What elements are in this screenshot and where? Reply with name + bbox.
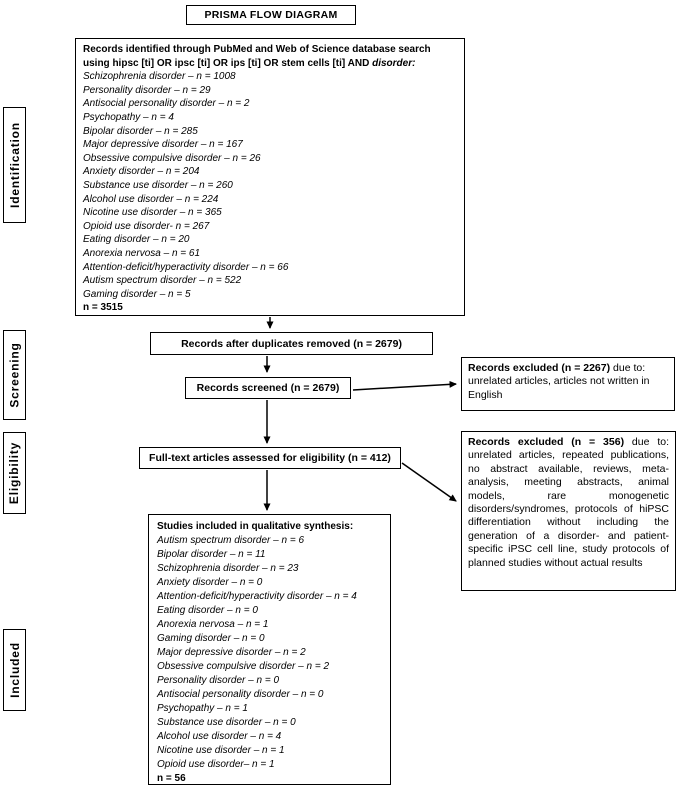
stage-label-screening [3,330,26,420]
records-identified-total: n = 3515 [83,302,123,314]
included-disorder-count-item: Schizophrenia disorder – n = 23 [157,563,299,574]
disorder-count-item: Personality disorder – n = 29 [83,84,211,96]
disorder-count-item: Alcohol use disorder – n = 224 [83,193,219,205]
included-disorder-count-item: Psychopathy – n = 1 [157,703,248,714]
included-disorder-count-item: Bipolar disorder – n = 11 [157,549,266,560]
included-disorder-count-item: Eating disorder – n = 0 [157,605,258,616]
records-excluded-screening-count: Records excluded (n = 2267) [468,362,611,374]
included-disorder-count-item: Personality disorder – n = 0 [157,675,280,686]
records-identified-list [83,70,458,301]
records-excluded-screening-reasons: due to: unrelated articles, articles not written in English [468,362,650,401]
disorder-count-item: Anxiety disorder – n = 204 [83,166,200,178]
disorder-count-item: Bipolar disorder – n = 285 [83,125,198,137]
disorder-count-item: Psychopathy – n = 4 [83,111,174,123]
stage-label-identification [3,107,26,223]
included-disorder-count-item: Anorexia nervosa – n = 1 [157,619,269,630]
disorder-count-item: Major depressive disorder – n = 167 [83,139,243,151]
included-disorder-count-item: Autism spectrum disorder – n = 6 [157,535,305,546]
included-disorder-count-item: Antisocial personality disorder – n = 0 [157,689,324,700]
arrow-fulltext-to-excluded [402,463,456,501]
included-disorder-count-item: Nicotine use disorder – n = 1 [157,745,285,756]
records-identified-box [75,38,465,316]
disorder-count-item: Attention-deficit/hyperactivity disorder – n = 66 [83,261,289,273]
records-excluded-screening-box [461,357,675,411]
studies-included-list [157,534,384,772]
included-disorder-count-item: Anxiety disorder – n = 0 [157,577,263,588]
fulltext-assessed-box: Full-text articles assessed for eligibility (n = 412) [139,447,401,469]
studies-included-total: n = 56 [157,773,186,784]
records-identified-header [83,43,458,70]
disorder-count-item: Autism spectrum disorder – n = 522 [83,275,242,287]
diagram-title: PRISMA FLOW DIAGRAM [186,5,356,25]
included-disorder-count-item: Gaming disorder – n = 0 [157,633,265,644]
disorder-count-item: Substance use disorder – n = 260 [83,179,233,191]
stage-label-identification-text: Identification [7,122,22,208]
disorder-count-item: Gaming disorder – n = 5 [83,288,191,300]
included-disorder-count-item: Major depressive disorder – n = 2 [157,647,306,658]
included-disorder-count-item: Opioid use disorder– n = 1 [157,759,275,770]
stage-label-included-text: Included [7,642,22,698]
records-excluded-eligibility-reasons: due to: unrelated articles, repeated publications, no abstract available, reviews, meta-analysis, meeting abstracts, animal models, rare monogenetic disorders/syndromes, protocols of hiPSC differentiation without including the generation of a disorder- and patient-specific iPSC cell line, study protocols of planned studies without actual results [468,436,669,569]
disorder-count-item: Anorexia nervosa – n = 61 [83,247,201,259]
included-disorder-count-item: Obsessive compulsive disorder – n = 2 [157,661,330,672]
disorder-count-item: Obsessive compulsive disorder – n = 26 [83,152,261,164]
disorder-count-item: Nicotine use disorder – n = 365 [83,207,222,219]
stage-label-screening-text: Screening [7,342,22,408]
studies-included-box [148,514,391,785]
arrow-screened-to-excluded [353,384,456,390]
duplicates-removed-box: Records after duplicates removed (n = 2679) [150,332,433,355]
disorder-count-item: Antisocial personality disorder – n = 2 [83,98,250,110]
included-disorder-count-item: Substance use disorder – n = 0 [157,717,296,728]
stage-label-eligibility [3,432,26,514]
records-identified-header-main: Records identified through PubMed and Web of Science database search using hipsc [ti] OR ipsc [ti] OR ips [ti] OR stem cells [ti] AND [83,44,431,69]
disorder-count-item: Opioid use disorder- n = 267 [83,220,210,232]
records-identified-header-italic: disorder: [372,57,416,69]
stage-label-eligibility-text: Eligibility [7,441,22,505]
stage-label-included [3,629,26,711]
records-excluded-eligibility-count: Records excluded (n = 356) [468,436,625,448]
included-disorder-count-item: Alcohol use disorder – n = 4 [157,731,282,742]
records-screened-box: Records screened (n = 2679) [185,377,351,399]
disorder-count-item: Eating disorder – n = 20 [83,234,190,246]
included-disorder-count-item: Attention-deficit/hyperactivity disorder – n = 4 [157,591,357,602]
disorder-count-item: Schizophrenia disorder – n = 1008 [83,71,236,83]
studies-included-header: Studies included in qualitative synthesis: [157,521,354,532]
records-excluded-eligibility-box [461,431,676,591]
